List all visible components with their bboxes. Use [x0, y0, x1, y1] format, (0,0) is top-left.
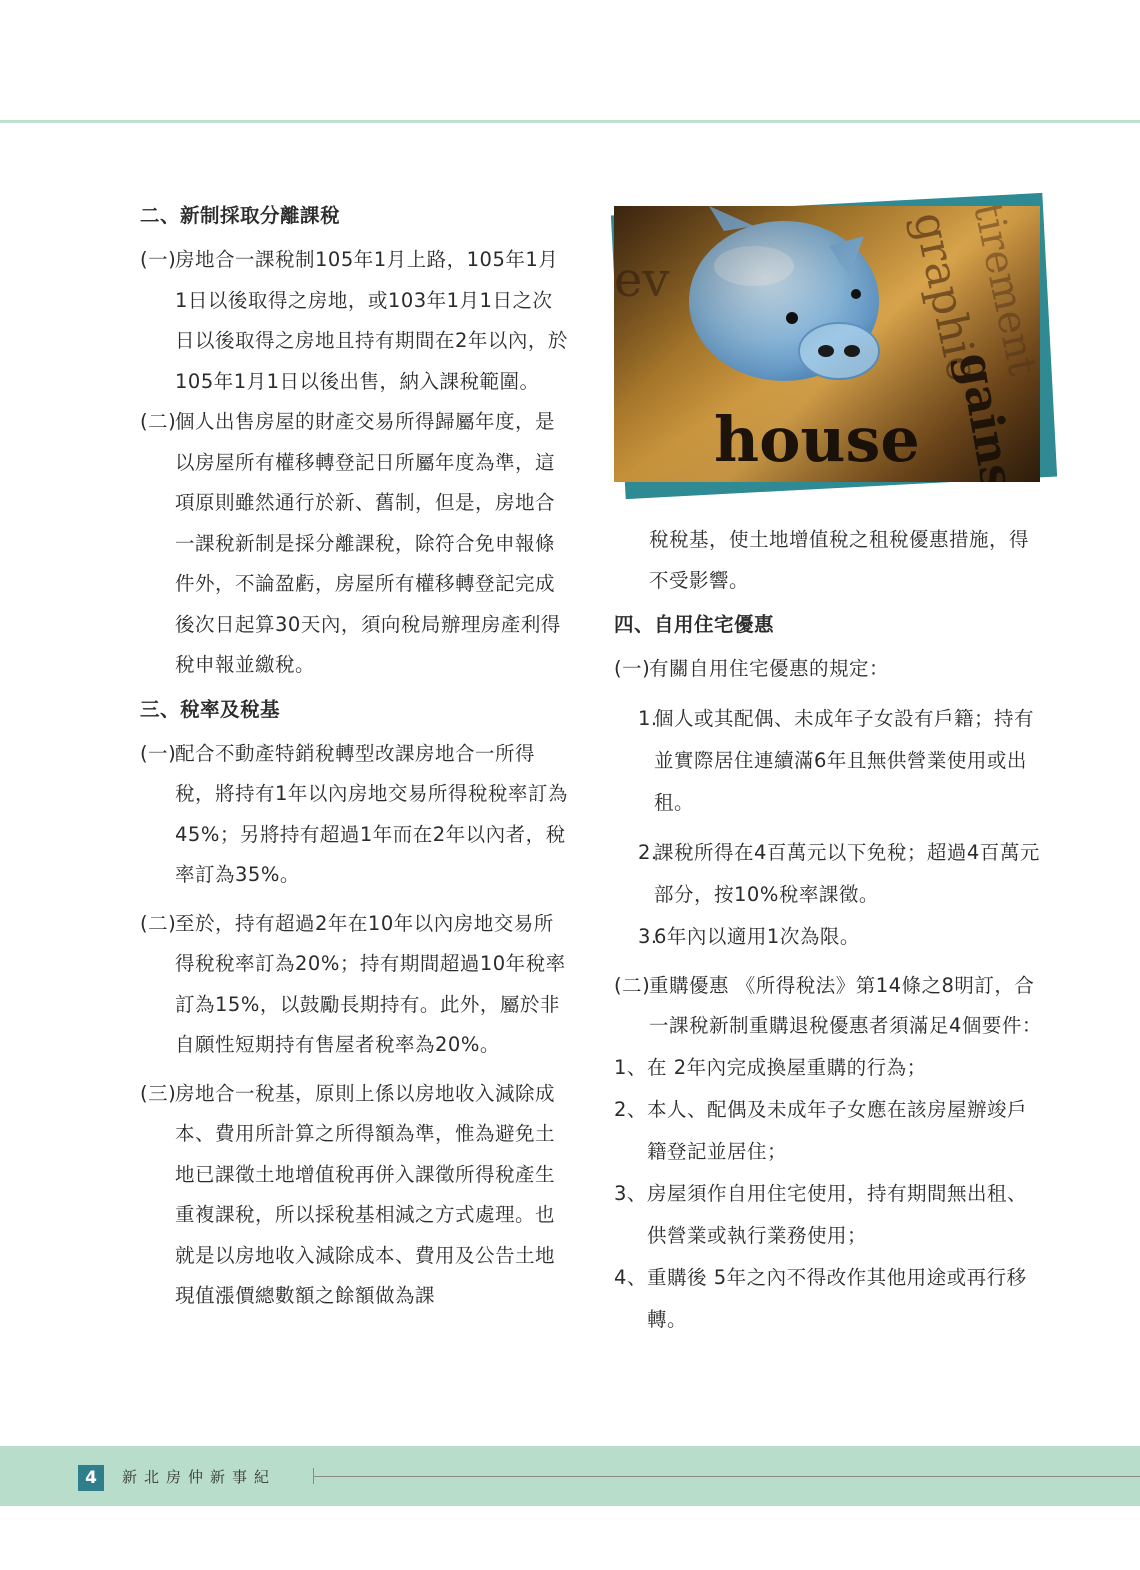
- sub-item-text: 個人或其配偶、未成年子女設有戶籍；持有並實際居住連續滿6年且無供營業使用或出租。: [654, 706, 1035, 814]
- piggy-bank-illustration: [614, 206, 1040, 482]
- s3-item-3-continued: [614, 520, 1042, 601]
- sub-item-marker: 1.: [638, 706, 658, 730]
- s4-sub-item-2: [614, 832, 1042, 916]
- condition-text: 在 2年內完成換屋重購的行為；: [647, 1055, 927, 1079]
- item-marker: (二): [140, 410, 177, 433]
- s4-condition-1: [614, 1047, 1042, 1089]
- section-heading-3: 三、稅率及稅基: [140, 697, 281, 721]
- left-column: [140, 200, 568, 1317]
- s2-item-2: [140, 402, 568, 686]
- piggy-bank-photo: [612, 196, 1062, 506]
- s4-condition-3: [614, 1173, 1042, 1257]
- section-heading-2: 二、新制採取分離課稅: [140, 204, 341, 227]
- magazine-title: 新北房仲新事紀: [122, 1468, 277, 1486]
- s4-item-1: [614, 649, 1042, 690]
- item-text: 房地合一稅基，原則上係以房地收入減除成本、費用所計算之所得額為準，惟為避免土地已課徵土地增值稅再併入課徵所得稅產生重複課稅，所以採稅基相減之方式處理。也就是以房地收入減除成本、費用及公告土地現值漲價總數額之餘額做為課: [175, 1081, 556, 1307]
- s4-item-2: [614, 966, 1042, 1047]
- condition-marker: 2、: [614, 1097, 647, 1121]
- item-marker: (二): [140, 911, 177, 935]
- top-divider-line: [0, 120, 1140, 123]
- item-marker: (一): [614, 657, 651, 680]
- s4-sub-item-1: [614, 698, 1042, 824]
- sub-item-text: 6年內以適用1次為限。: [654, 924, 860, 948]
- page-number: 4: [78, 1465, 104, 1491]
- condition-text: 本人、配偶及未成年子女應在該房屋辦竣戶籍登記並居住；: [647, 1097, 1028, 1163]
- item-text: 房地合一課稅制105年1月上路，105年1月1日以後取得之房地，或103年1月1日之次日以後取得之房地且持有期間在2年以內，於105年1月1日以後出售，納入課稅範圍。: [175, 248, 568, 393]
- condition-text: 重購後 5年之內不得改作其他用途或再行移轉。: [647, 1265, 1027, 1331]
- photo-image: [614, 206, 1040, 482]
- right-column: [614, 520, 1042, 1341]
- item-marker: (二): [614, 973, 651, 997]
- s4-sub-item-3: [614, 916, 1042, 958]
- item-text: 配合不動產特銷稅轉型改課房地合一所得稅，將持有1年以內房地交易所得稅稅率訂為45%；另將持有超過1年而在2年以內者，稅率訂為35%。: [175, 741, 568, 886]
- item-text: 有關自用住宅優惠的規定：: [649, 657, 890, 680]
- item-marker: (三): [140, 1081, 177, 1105]
- section-heading-4: 四、自用住宅優惠: [614, 613, 775, 636]
- item-marker: (一): [140, 248, 177, 271]
- condition-marker: 1、: [614, 1055, 647, 1079]
- item-text: 重購優惠 《所得稅法》第14條之8明訂，合一課稅新制重購退稅優惠者須滿足4個要件：: [649, 973, 1042, 1037]
- condition-marker: 4、: [614, 1265, 647, 1289]
- item-text: 個人出售房屋的財產交易所得歸屬年度，是以房屋所有權移轉登記日所屬年度為準，這項原則雖然通行於新、舊制，但是，房地合一課稅新制是採分離課稅，除符合免申報條件外，不論盈虧，房屋所有權移轉登記完成後次日起算30天內，須向稅局辦理房產利得稅申報並繳稅。: [175, 410, 561, 676]
- item-marker: (一): [140, 741, 177, 765]
- condition-marker: 3、: [614, 1181, 647, 1205]
- s2-item-1: [140, 240, 568, 402]
- sub-item-marker: 3.: [638, 924, 658, 948]
- footer-rule: [313, 1476, 1140, 1477]
- s4-condition-2: [614, 1089, 1042, 1173]
- s3-item-3: [140, 1074, 568, 1317]
- condition-text: 房屋須作自用住宅使用，持有期間無出租、供營業或執行業務使用；: [647, 1181, 1028, 1247]
- s3-item-1: [140, 734, 568, 896]
- sub-item-marker: 2.: [638, 840, 658, 864]
- s4-condition-4: [614, 1257, 1042, 1341]
- item-text: 稅稅基，使土地增值稅之租稅優惠措施，得不受影響。: [649, 528, 1030, 592]
- sub-item-text: 課稅所得在4百萬元以下免稅；超過4百萬元部分，按10%稅率課徵。: [654, 840, 1040, 906]
- item-text: 至於，持有超過2年在10年以內房地交易所得稅稅率訂為20%；持有期間超過10年稅率訂為15%，以鼓勵長期持有。此外，屬於非自願性短期持有售屋者稅率為20%。: [175, 911, 566, 1056]
- s3-item-2: [140, 904, 568, 1066]
